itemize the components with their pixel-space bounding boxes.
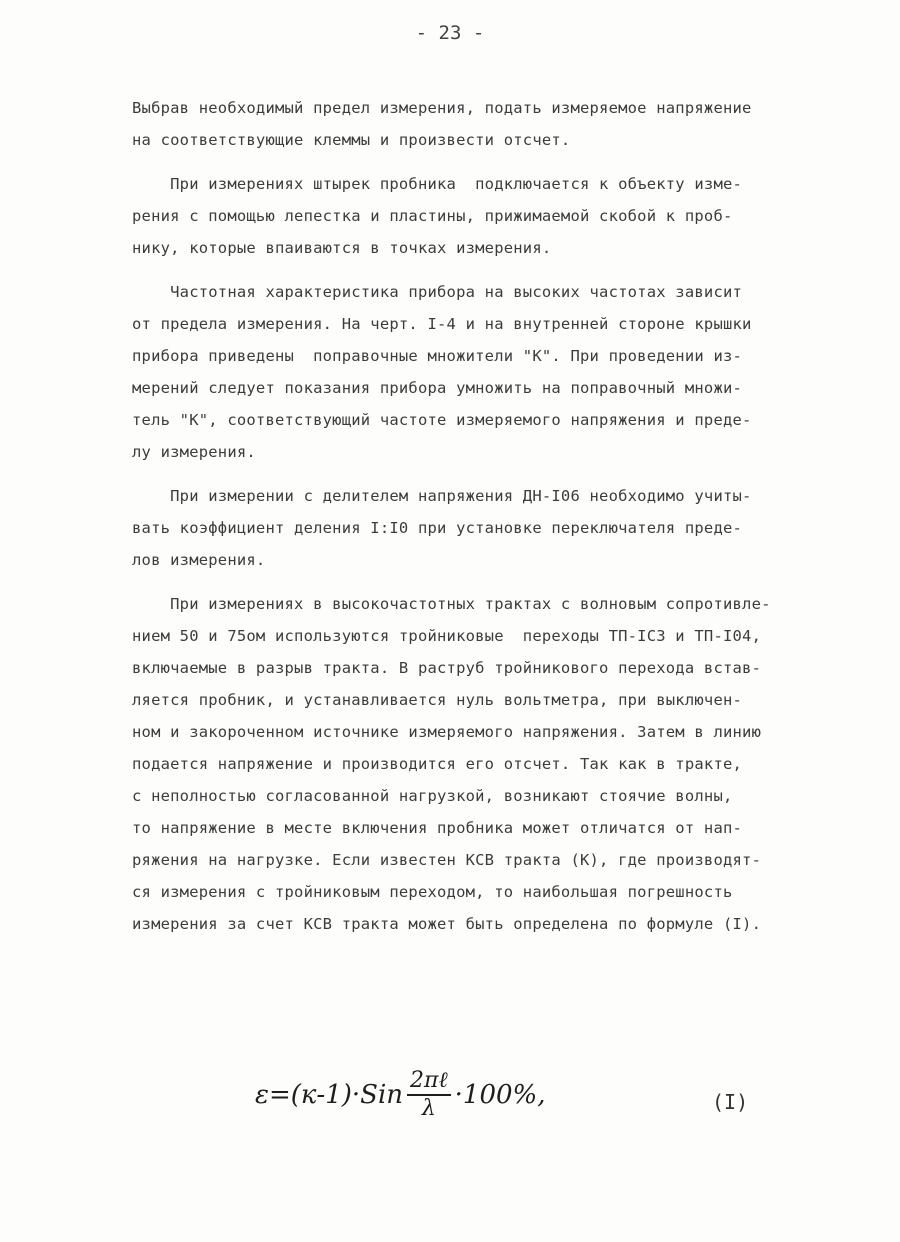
text-line: лов измерения. — [132, 551, 266, 569]
text-line: ряжения на нагрузке. Если известен КСВ тракта (К), где производят- — [132, 851, 762, 869]
formula-number: (I) — [712, 1090, 749, 1114]
formula — [255, 1068, 546, 1122]
text-line: рения с помощью лепестка и пластины, прижимаемой скобой к проб- — [132, 207, 733, 225]
text-line: то напряжение в месте включения пробника может отличатся от нап- — [132, 819, 743, 837]
text-line: При измерениях штырек пробника подключается к объекту изме- — [132, 175, 743, 193]
paragraph — [132, 276, 892, 468]
text-line: подается напряжение и производится его отсчет. Так как в тракте, — [132, 755, 743, 773]
text-line: нием 50 и 75ом используются тройниковые переходы ТП-IC3 и ТП-I04, — [132, 627, 762, 645]
body-text — [132, 92, 892, 952]
formula-tail: ·100%, — [454, 1080, 546, 1110]
text-line: Выбрав необходимый предел измерения, подать измеряемое напряжение — [132, 99, 752, 117]
formula-denominator: λ — [421, 1096, 436, 1121]
text-line: с неполностью согласованной нагрузкой, возникают стоячие волны, — [132, 787, 733, 805]
formula-fraction — [407, 1068, 451, 1122]
text-line: на соответствующие клеммы и произвести отсчет. — [132, 131, 571, 149]
text-line: вать коэффициент деления I:I0 при установке переключателя преде- — [132, 519, 743, 537]
text-line: ном и закороченном источнике измеряемого напряжения. Затем в линию — [132, 723, 762, 741]
formula-lhs: ε=(к-1)·Sin — [255, 1080, 404, 1110]
text-line: тель "К", соответствующий частоте измеряемого напряжения и преде- — [132, 411, 752, 429]
text-line: включаемые в разрыв тракта. В раструб тройникового перехода встав- — [132, 659, 762, 677]
formula-numerator: 2πℓ — [407, 1068, 451, 1096]
paragraph — [132, 92, 892, 156]
text-line: лу измерения. — [132, 443, 256, 461]
paragraph — [132, 480, 892, 576]
text-line: Частотная характеристика прибора на высоких частотах зависит — [132, 283, 743, 301]
text-line: нику, которые впаиваются в точках измерения. — [132, 239, 552, 257]
text-line: мерений следует показания прибора умножить на поправочный множи- — [132, 379, 743, 397]
paragraph — [132, 168, 892, 264]
text-line: ся измерения с тройниковым переходом, то наибольшая погрешность — [132, 883, 733, 901]
text-line: ляется пробник, и устанавливается нуль вольтметра, при выключен- — [132, 691, 743, 709]
text-line: При измерении с делителем напряжения ДН-I06 необходимо учиты- — [132, 487, 752, 505]
paragraph — [132, 588, 892, 940]
page-number: - 23 - — [415, 22, 485, 44]
text-line: При измерениях в высокочастотных трактах с волновым сопротивле- — [132, 595, 771, 613]
text-line: от предела измерения. На черт. I-4 и на внутренней стороне крышки — [132, 315, 752, 333]
text-line: прибора приведены поправочные множители "К". При проведении из- — [132, 347, 743, 365]
text-line: измерения за счет КСВ тракта может быть определена по формуле (I). — [132, 915, 762, 933]
